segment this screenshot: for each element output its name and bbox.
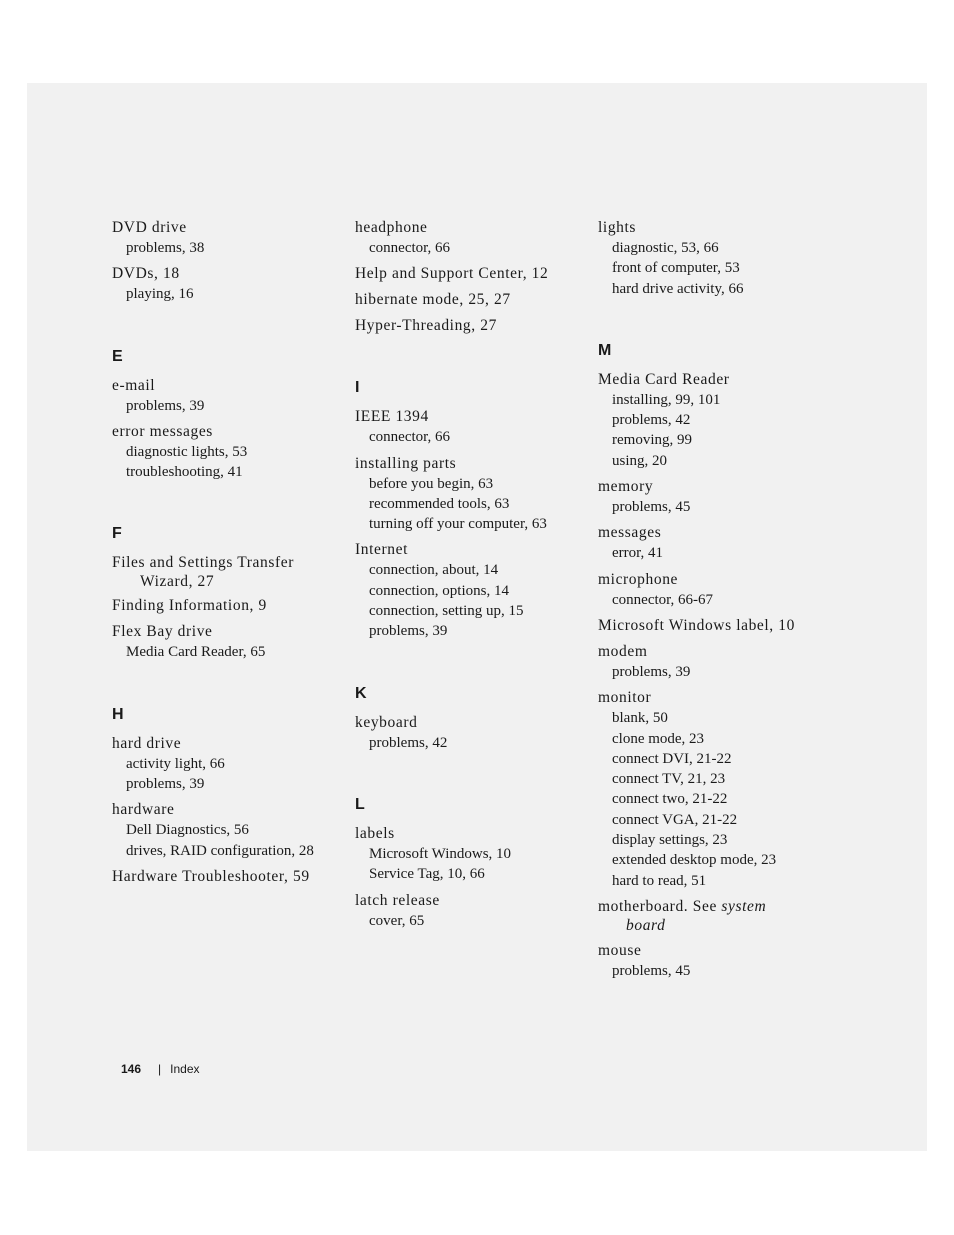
index-subterm: problems, 45 (612, 962, 691, 979)
index-subterm: installing, 99, 101 (612, 391, 721, 408)
index-subterm: hard drive activity, 66 (612, 280, 744, 297)
index-term: labels (355, 824, 395, 842)
index-term: hibernate mode, 25, 27 (355, 291, 511, 309)
index-subterm: problems, 45 (612, 499, 691, 516)
index-term: Flex Bay drive (112, 623, 213, 641)
index-subterm: troubleshooting, 41 (126, 464, 243, 481)
index-subterm: Service Tag, 10, 66 (369, 866, 485, 883)
section-letter-m: M (598, 341, 612, 359)
index-term: Hardware Troubleshooter, 59 (112, 867, 310, 885)
page-number: 146 (121, 1062, 142, 1076)
index-term: hard drive (112, 734, 182, 752)
index-term: error messages (112, 422, 213, 440)
index-term: e-mail (112, 376, 156, 394)
index-subterm: problems, 42 (612, 412, 691, 429)
index-term: Hyper-Threading, 27 (355, 317, 497, 335)
index-term: DVD drive (112, 219, 187, 236)
index-subterm: Microsoft Windows, 10 (369, 845, 512, 862)
index-subterm: connect TV, 21, 23 (612, 771, 726, 788)
index-term-continuation: Wizard, 27 (140, 573, 215, 591)
index-subterm: before you begin, 63 (369, 475, 494, 492)
index-subterm: extended desktop mode, 23 (612, 852, 777, 869)
index-subterm: cover, 65 (369, 912, 425, 929)
section-letter-i: I (355, 379, 360, 397)
section-letter-h: H (112, 705, 124, 723)
section-letter-k: K (355, 684, 367, 702)
index-term-continuation (598, 917, 898, 935)
index-term: hardware (112, 801, 175, 819)
section-letter-l: L (355, 795, 365, 813)
index-term: microphone (598, 570, 679, 588)
index-term: modem (598, 642, 648, 660)
index-subterm: problems, 42 (369, 734, 448, 751)
index-subterm: activity light, 66 (126, 755, 225, 772)
index-term: lights (598, 219, 637, 236)
index-term: mouse (598, 941, 642, 959)
index-term: installing parts (355, 454, 457, 472)
index-column-2 (355, 218, 590, 931)
index-subterm: connection, options, 14 (369, 582, 509, 599)
index-subterm: problems, 38 (126, 240, 205, 256)
index-subterm: playing, 16 (126, 286, 194, 303)
index-term-motherboard (598, 897, 898, 917)
index-term: messages (598, 524, 662, 542)
index-subterm: problems, 39 (126, 776, 205, 793)
index-column-1 (112, 218, 347, 887)
index-term: motherboard. See (598, 897, 722, 915)
index-term: DVDs, 18 (112, 265, 180, 283)
index-subterm: problems, 39 (612, 663, 691, 680)
index-subterm: drives, RAID configuration, 28 (126, 842, 314, 859)
page-footer (121, 1062, 200, 1076)
index-subterm: problems, 39 (369, 623, 448, 640)
index-subterm: Dell Diagnostics, 56 (126, 822, 249, 839)
index-term: Finding Information, 9 (112, 597, 267, 615)
index-subterm: connection, setting up, 15 (369, 603, 524, 620)
index-term: latch release (355, 891, 440, 909)
index-subterm: connect VGA, 21-22 (612, 811, 738, 828)
index-term: Media Card Reader (598, 370, 730, 388)
index-column-3 (598, 218, 898, 981)
index-subterm: connect two, 21-22 (612, 791, 728, 808)
index-subterm: diagnostic lights, 53 (126, 443, 248, 460)
index-subterm: Media Card Reader, 65 (126, 644, 266, 661)
index-subterm: recommended tools, 63 (369, 495, 510, 512)
index-subterm: hard to read, 51 (612, 872, 707, 889)
index-subterm: using, 20 (612, 452, 668, 469)
index-subterm: problems, 39 (126, 397, 205, 414)
footer-separator: | (158, 1062, 162, 1076)
index-subterm: error, 41 (612, 545, 664, 562)
index-term: Help and Support Center, 12 (355, 265, 549, 283)
index-term: memory (598, 478, 654, 496)
section-letter-e: E (112, 347, 123, 365)
index-subterm: clone mode, 23 (612, 730, 705, 747)
index-term: monitor (598, 689, 652, 707)
see-reference: board (626, 916, 666, 934)
index-subterm: connector, 66 (369, 240, 451, 256)
index-subterm: display settings, 23 (612, 832, 728, 849)
index-term: headphone (355, 219, 428, 236)
index-term: keyboard (355, 713, 418, 731)
index-subterm: diagnostic, 53, 66 (612, 240, 719, 256)
index-term: IEEE 1394 (355, 408, 429, 426)
index-subterm: front of computer, 53 (612, 260, 740, 277)
index-term: Files and Settings Transfer (112, 554, 294, 572)
section-letter-f: F (112, 525, 122, 543)
index-term: Internet (355, 541, 408, 559)
index-subterm: removing, 99 (612, 432, 692, 449)
index-subterm: connection, about, 14 (369, 562, 499, 579)
index-term: Microsoft Windows label, 10 (598, 616, 795, 634)
see-reference: system (721, 897, 767, 915)
index-subterm: connect DVI, 21-22 (612, 750, 732, 767)
index-subterm: connector, 66 (369, 429, 451, 446)
index-subterm: turning off your computer, 63 (369, 516, 547, 533)
index-subterm: connector, 66-67 (612, 591, 714, 608)
index-subterm: blank, 50 (612, 710, 668, 727)
section-name: Index (170, 1062, 200, 1076)
